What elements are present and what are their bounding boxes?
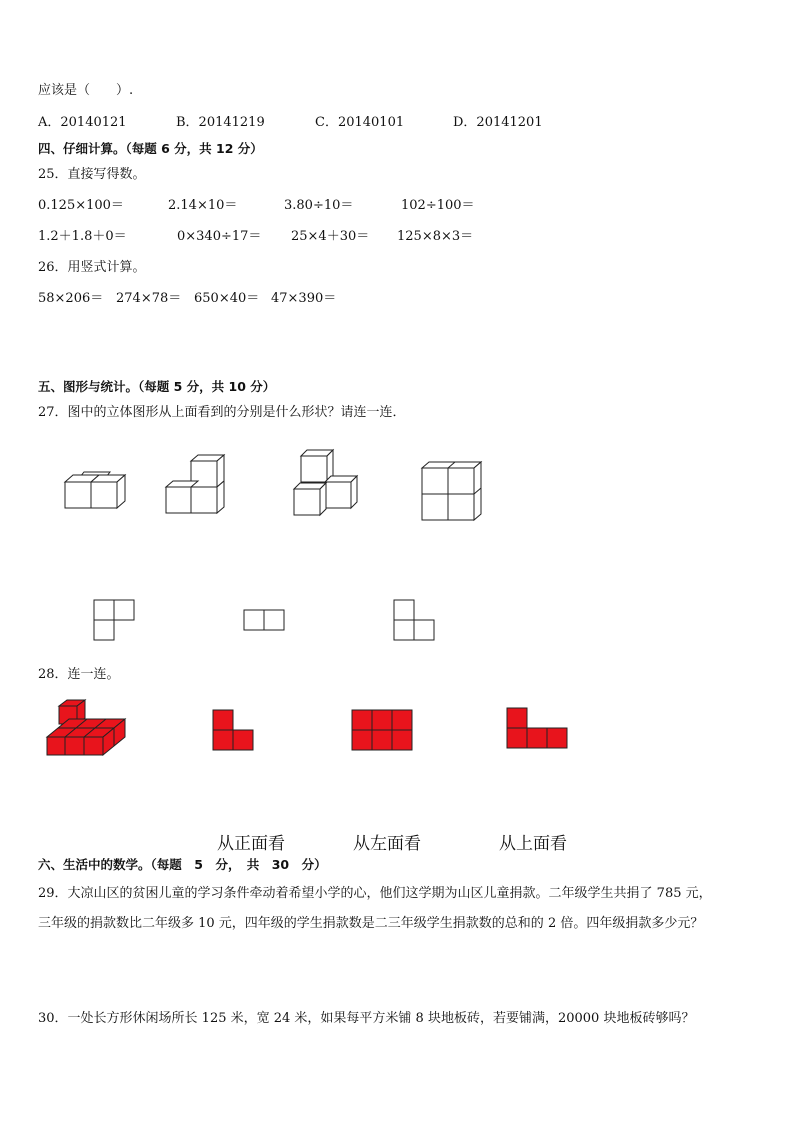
q27-prompt: 27．图中的立体图形从上面看到的分别是什么形状？请连一连． [38,405,406,420]
q27-figure-4 [415,455,490,525]
section-4-title: 四、仔细计算。（每题 6 分，共 12 分） [38,141,263,156]
q27-view-1 [93,599,138,644]
q28-red-view-2 [351,709,414,754]
q25-item: 1.2＋1.8＋0＝ [38,229,127,244]
q26-item: 58×206＝ [38,291,104,306]
q24-tail: 应该是（ ）. [38,83,134,98]
q25-item: 0×340÷17＝ [177,229,262,244]
q27-figure-1 [60,465,130,515]
q26-item: 650×40＝ [194,291,260,306]
q25-item: 125×8×3＝ [397,229,474,244]
view-label-top: 从上面看 [499,834,567,854]
section-5-title: 五、图形与统计。（每题 5 分，共 10 分） [38,379,276,394]
q26-item: 274×78＝ [116,291,182,306]
q25-item: 25×4＋30＝ [291,229,370,244]
q27-figure-3 [290,447,365,522]
q25-prompt: 25．直接写得数。 [38,167,146,182]
q25-item: 3.80÷10＝ [284,198,354,213]
q28-prompt: 28．连一连。 [38,667,120,682]
q28-red-view-3 [506,707,569,752]
view-label-front: 从正面看 [217,834,285,854]
q24-option-c: C．20140101 [315,115,405,130]
q28-red-view-1 [212,709,257,754]
q25-item: 0.125×100＝ [38,198,124,213]
q28-red-solid [44,697,129,759]
q26-prompt: 26．用竖式计算。 [38,260,146,275]
q26-item: 47×390＝ [271,291,337,306]
q27-figure-2 [162,450,232,520]
q29-line-1: 29．大凉山区的贫困儿童的学习条件牵动着希望小学的心，他们这学期为山区儿童捐款。二年级学生共捐了 785 元， [38,886,712,901]
q25-item: 102÷100＝ [401,198,475,213]
q27-view-3 [393,599,438,644]
q27-view-2 [243,609,288,634]
view-label-left: 从左面看 [353,834,421,854]
q29-line-2: 三年级的捐款数比二年级多 10 元，四年级的学生捐款数是二三年级学生捐款数的总和的 2 倍。四年级捐款多少元？ [38,916,704,931]
q30-text: 30．一处长方形休闲场所长 125 米，宽 24 米，如果每平方米铺 8 块地板砖，若要铺满，20000 块地板砖够吗？ [38,1011,695,1026]
section-6-title: 六、生活中的数学。（每题 5 分， 共 30 分） [38,857,327,872]
q25-item: 2.14×10＝ [168,198,238,213]
q24-option-d: D．20141201 [453,115,543,130]
q24-option-b: B．20141219 [176,115,265,130]
q24-option-a: A．20140121 [38,115,127,130]
